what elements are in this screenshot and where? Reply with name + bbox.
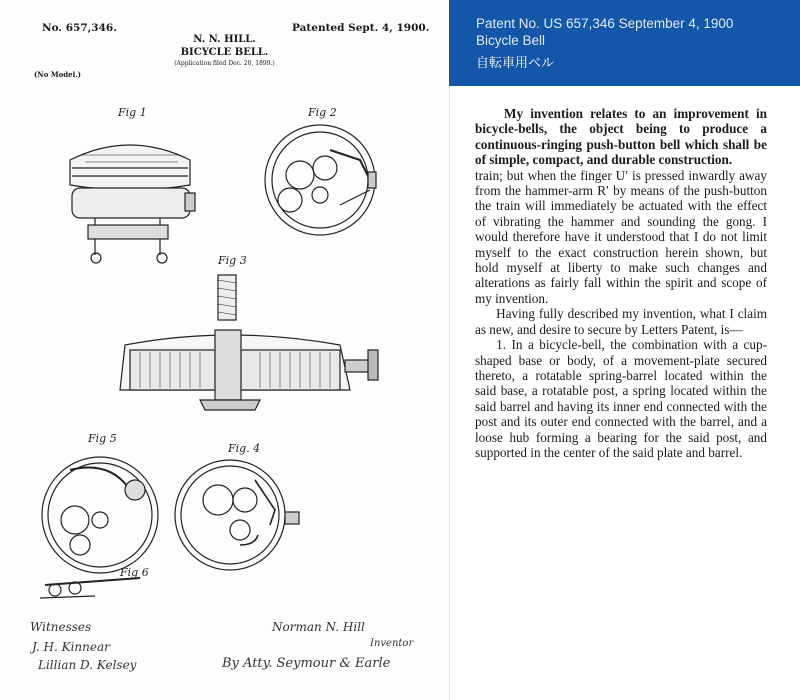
fig4-drawing <box>175 460 299 570</box>
fig6-drawing <box>40 578 140 598</box>
claim-intro-paragraph: Having fully described my invention, what I claim as new, and desire to secure by Letters Patent, is— <box>475 306 767 337</box>
inventor-label: Inventor <box>370 638 414 649</box>
banner-subtitle: Bicycle Bell <box>476 33 546 48</box>
fig3-drawing <box>120 275 378 410</box>
witness-signature-2: Lillian D. Kelsey <box>38 658 137 672</box>
patent-info-banner <box>449 0 800 86</box>
fig1-label: Fig 1 <box>118 106 147 119</box>
inventor-signature: Norman N. Hill <box>272 620 365 634</box>
drawing-title: BICYCLE BELL. <box>180 47 269 58</box>
patent-text <box>475 106 767 460</box>
fig6-label: Fig 6 <box>120 566 149 579</box>
inventor-name: N. N. HILL. <box>193 34 256 45</box>
no-model-note: (No Model.) <box>34 70 81 79</box>
witness-signature-1: J. H. Kinnear <box>32 640 110 654</box>
fig5-label: Fig 5 <box>88 432 117 445</box>
claim-1-paragraph: 1. In a bicycle-bell, the combination with a cup-shaped base or body, of a movement-plate secured thereto, a rotatable spring-barrel located within the said base, a rotatable post, a spring located within the said barrel and having its inner end connected with the post and its outer end connected with the barrel, and a loose hub forming a bearing for the said post, and supported in the center of the said plate and barrel. <box>475 337 767 460</box>
attorney-signature: By Atty. Seymour & Earle <box>222 656 391 671</box>
patented-date: Patented Sept. 4, 1900. <box>292 22 430 34</box>
application-filed: (Application filed Dec. 20, 1899.) <box>174 60 275 67</box>
intro-paragraph: My invention relates to an improvement in bicycle-bells, the object being to produce a continuous-ringing push-button bell which shall be of simple, compact, and durable construction. <box>475 106 767 168</box>
patent-number: No. 657,346. <box>42 22 117 34</box>
fig2-drawing <box>265 125 376 235</box>
fig1-drawing <box>70 145 195 263</box>
fig2-label: Fig 2 <box>308 106 337 119</box>
banner-patent-line: Patent No. US 657,346 September 4, 1900 <box>476 16 734 31</box>
fig4-label: Fig. 4 <box>228 442 261 455</box>
banner-japanese-title: 自転車用ベル <box>476 56 555 71</box>
witnesses-label: Witnesses <box>30 620 92 634</box>
description-paragraph: train; but when the finger U′ is pressed inwardly away from the hammer-arm R′ by means of the push-button the train will immediately be actuated with the effect of vibrating the hammer and sounding the gong. I would therefore have it understood that I do not limit myself to the exact construction herein shown, but hold myself at liberty to make such changes and alterations as fairly fall within the spirit and scope of my invention. <box>475 167 767 306</box>
fig3-label: Fig 3 <box>218 254 247 267</box>
fig5-drawing <box>42 457 158 573</box>
